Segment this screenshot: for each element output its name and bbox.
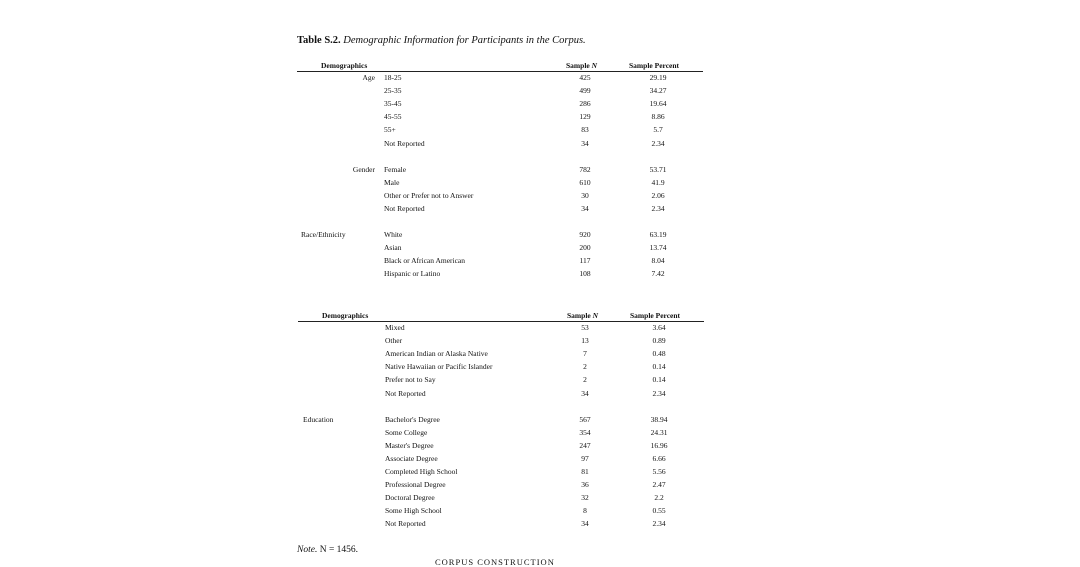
category-cell: Some High School [385,506,442,516]
header-demographics: Demographics [321,61,368,70]
header-sample-percent: Sample Percent [629,61,680,70]
group-label: Education [303,414,334,424]
sample-n-cell: 97 [581,453,589,463]
header-sample-n-var-2: N [592,311,599,320]
sample-n-cell: 81 [581,467,589,476]
sample-percent-cell: 63.19 [649,230,667,239]
category-cell: Male [384,177,400,187]
sample-n-cell: 425 [579,73,591,82]
table-caption [297,35,586,46]
sample-n-cell: 499 [579,86,591,96]
table-title: Demographic Information for Participants in the Corpus. [343,35,586,46]
category-cell: Native Hawaiian or Pacific Islander [385,362,493,372]
header-rule [297,71,703,72]
category-cell: Not Reported [385,519,426,529]
sample-percent-cell: 6.66 [652,453,666,463]
sample-percent-cell: 2.34 [652,388,666,398]
category-cell: 55+ [384,125,396,135]
sample-percent-cell: 0.14 [652,375,666,385]
category-cell: Female [384,164,407,174]
sample-percent-cell: 8.04 [651,256,665,266]
note-text: N = 1456. [317,545,359,555]
header-sample-n-2 [567,311,598,320]
header-sample-n-var: N [591,61,598,70]
category-cell: Doctoral Degree [385,493,435,503]
sample-n-cell: 2 [583,362,587,372]
sample-percent-cell: 5.7 [653,125,663,135]
category-cell: Black or African American [384,256,466,266]
sample-n-cell: 200 [579,243,591,253]
category-cell: 18-25 [384,73,402,82]
sample-n-cell: 8 [583,506,587,516]
sample-percent-cell: 5.56 [652,467,666,476]
sample-n-cell: 782 [579,164,591,174]
sample-percent-cell: 13.74 [649,243,667,253]
sample-n-cell: 920 [579,230,591,239]
sample-percent-cell: 2.2 [654,493,664,503]
category-cell: Completed High School [385,467,458,476]
sample-percent-cell: 0.89 [652,336,666,346]
category-cell: Asian [384,243,402,253]
sample-n-cell: 34 [581,203,589,213]
table-bottom-spacer [297,282,703,283]
sample-n-cell: 83 [581,125,589,135]
category-cell: Bachelor's Degree [385,414,440,424]
sample-percent-cell: 38.94 [650,414,668,424]
group-label: Gender [352,164,375,174]
header-rule-2 [298,321,704,322]
sample-percent-cell: 2.34 [652,519,666,529]
group-label: Age [362,73,375,82]
sample-n-cell: 2 [583,375,587,385]
header-sample-n-text-2: Sample [567,311,593,320]
category-cell: Other [385,336,403,346]
sample-percent-cell: 16.96 [650,440,668,450]
sample-n-cell: 286 [579,99,591,109]
sample-percent-cell: 2.47 [652,480,666,490]
note-label: Note. [297,545,318,555]
sample-percent-cell: 29.19 [649,73,667,82]
sample-n-cell: 354 [579,427,591,437]
sample-percent-cell: 7.42 [651,269,665,279]
category-cell: Professional Degree [385,480,446,490]
sample-n-cell: 247 [579,440,591,450]
category-cell: American Indian or Alaska Native [385,349,488,359]
category-cell: Not Reported [385,388,426,398]
sample-n-cell: 610 [579,177,591,187]
category-cell: Not Reported [384,203,425,213]
category-cell: White [384,230,403,239]
category-cell: Master's Degree [385,440,434,450]
sample-n-cell: 34 [581,519,589,529]
sample-percent-cell: 53.71 [649,164,667,174]
sample-percent-cell: 0.14 [652,362,666,372]
sample-n-cell: 567 [579,414,591,424]
category-cell: Hispanic or Latino [384,269,441,279]
sample-percent-cell: 0.55 [652,506,666,516]
category-cell: 45-55 [384,112,402,122]
sample-n-cell: 32 [581,493,589,503]
sample-n-cell: 34 [581,138,589,148]
sample-percent-cell: 0.48 [652,349,666,359]
table-label: Table S.2. [297,35,341,46]
category-cell: Other or Prefer not to Answer [384,190,474,200]
category-cell: Mixed [385,323,405,332]
sample-n-cell: 7 [583,349,587,359]
header-sample-n [566,61,597,70]
sample-percent-cell: 24.31 [650,427,668,437]
category-cell: 25-35 [384,86,402,96]
sample-percent-cell: 2.34 [651,203,665,213]
sample-n-cell: 108 [579,269,591,279]
header-sample-percent-2: Sample Percent [630,311,681,320]
header-sample-n-text: Sample [566,61,592,70]
sample-n-cell: 129 [579,112,591,122]
category-cell: Some College [385,427,428,437]
table-note [297,545,358,555]
sample-percent-cell: 34.27 [649,86,667,96]
sample-percent-cell: 3.64 [652,323,666,332]
sample-percent-cell: 41.9 [651,177,665,187]
category-cell: Not Reported [384,138,425,148]
sample-n-cell: 34 [581,388,589,398]
category-cell: Prefer not to Say [385,375,436,385]
category-cell: Associate Degree [385,453,438,463]
header-demographics-2: Demographics [322,311,369,320]
sample-n-cell: 30 [581,190,589,200]
sample-n-cell: 117 [579,256,591,266]
sample-percent-cell: 2.34 [651,138,665,148]
group-label: Race/Ethnicity [301,230,346,239]
sample-n-cell: 53 [581,323,589,332]
sample-percent-cell: 19.64 [649,99,667,109]
sample-percent-cell: 8.86 [651,112,665,122]
running-head: CORPUS CONSTRUCTION [435,557,555,567]
sample-n-cell: 13 [581,336,589,346]
sample-n-cell: 36 [581,480,589,490]
category-cell: 35-45 [384,99,402,109]
sample-percent-cell: 2.06 [651,190,665,200]
